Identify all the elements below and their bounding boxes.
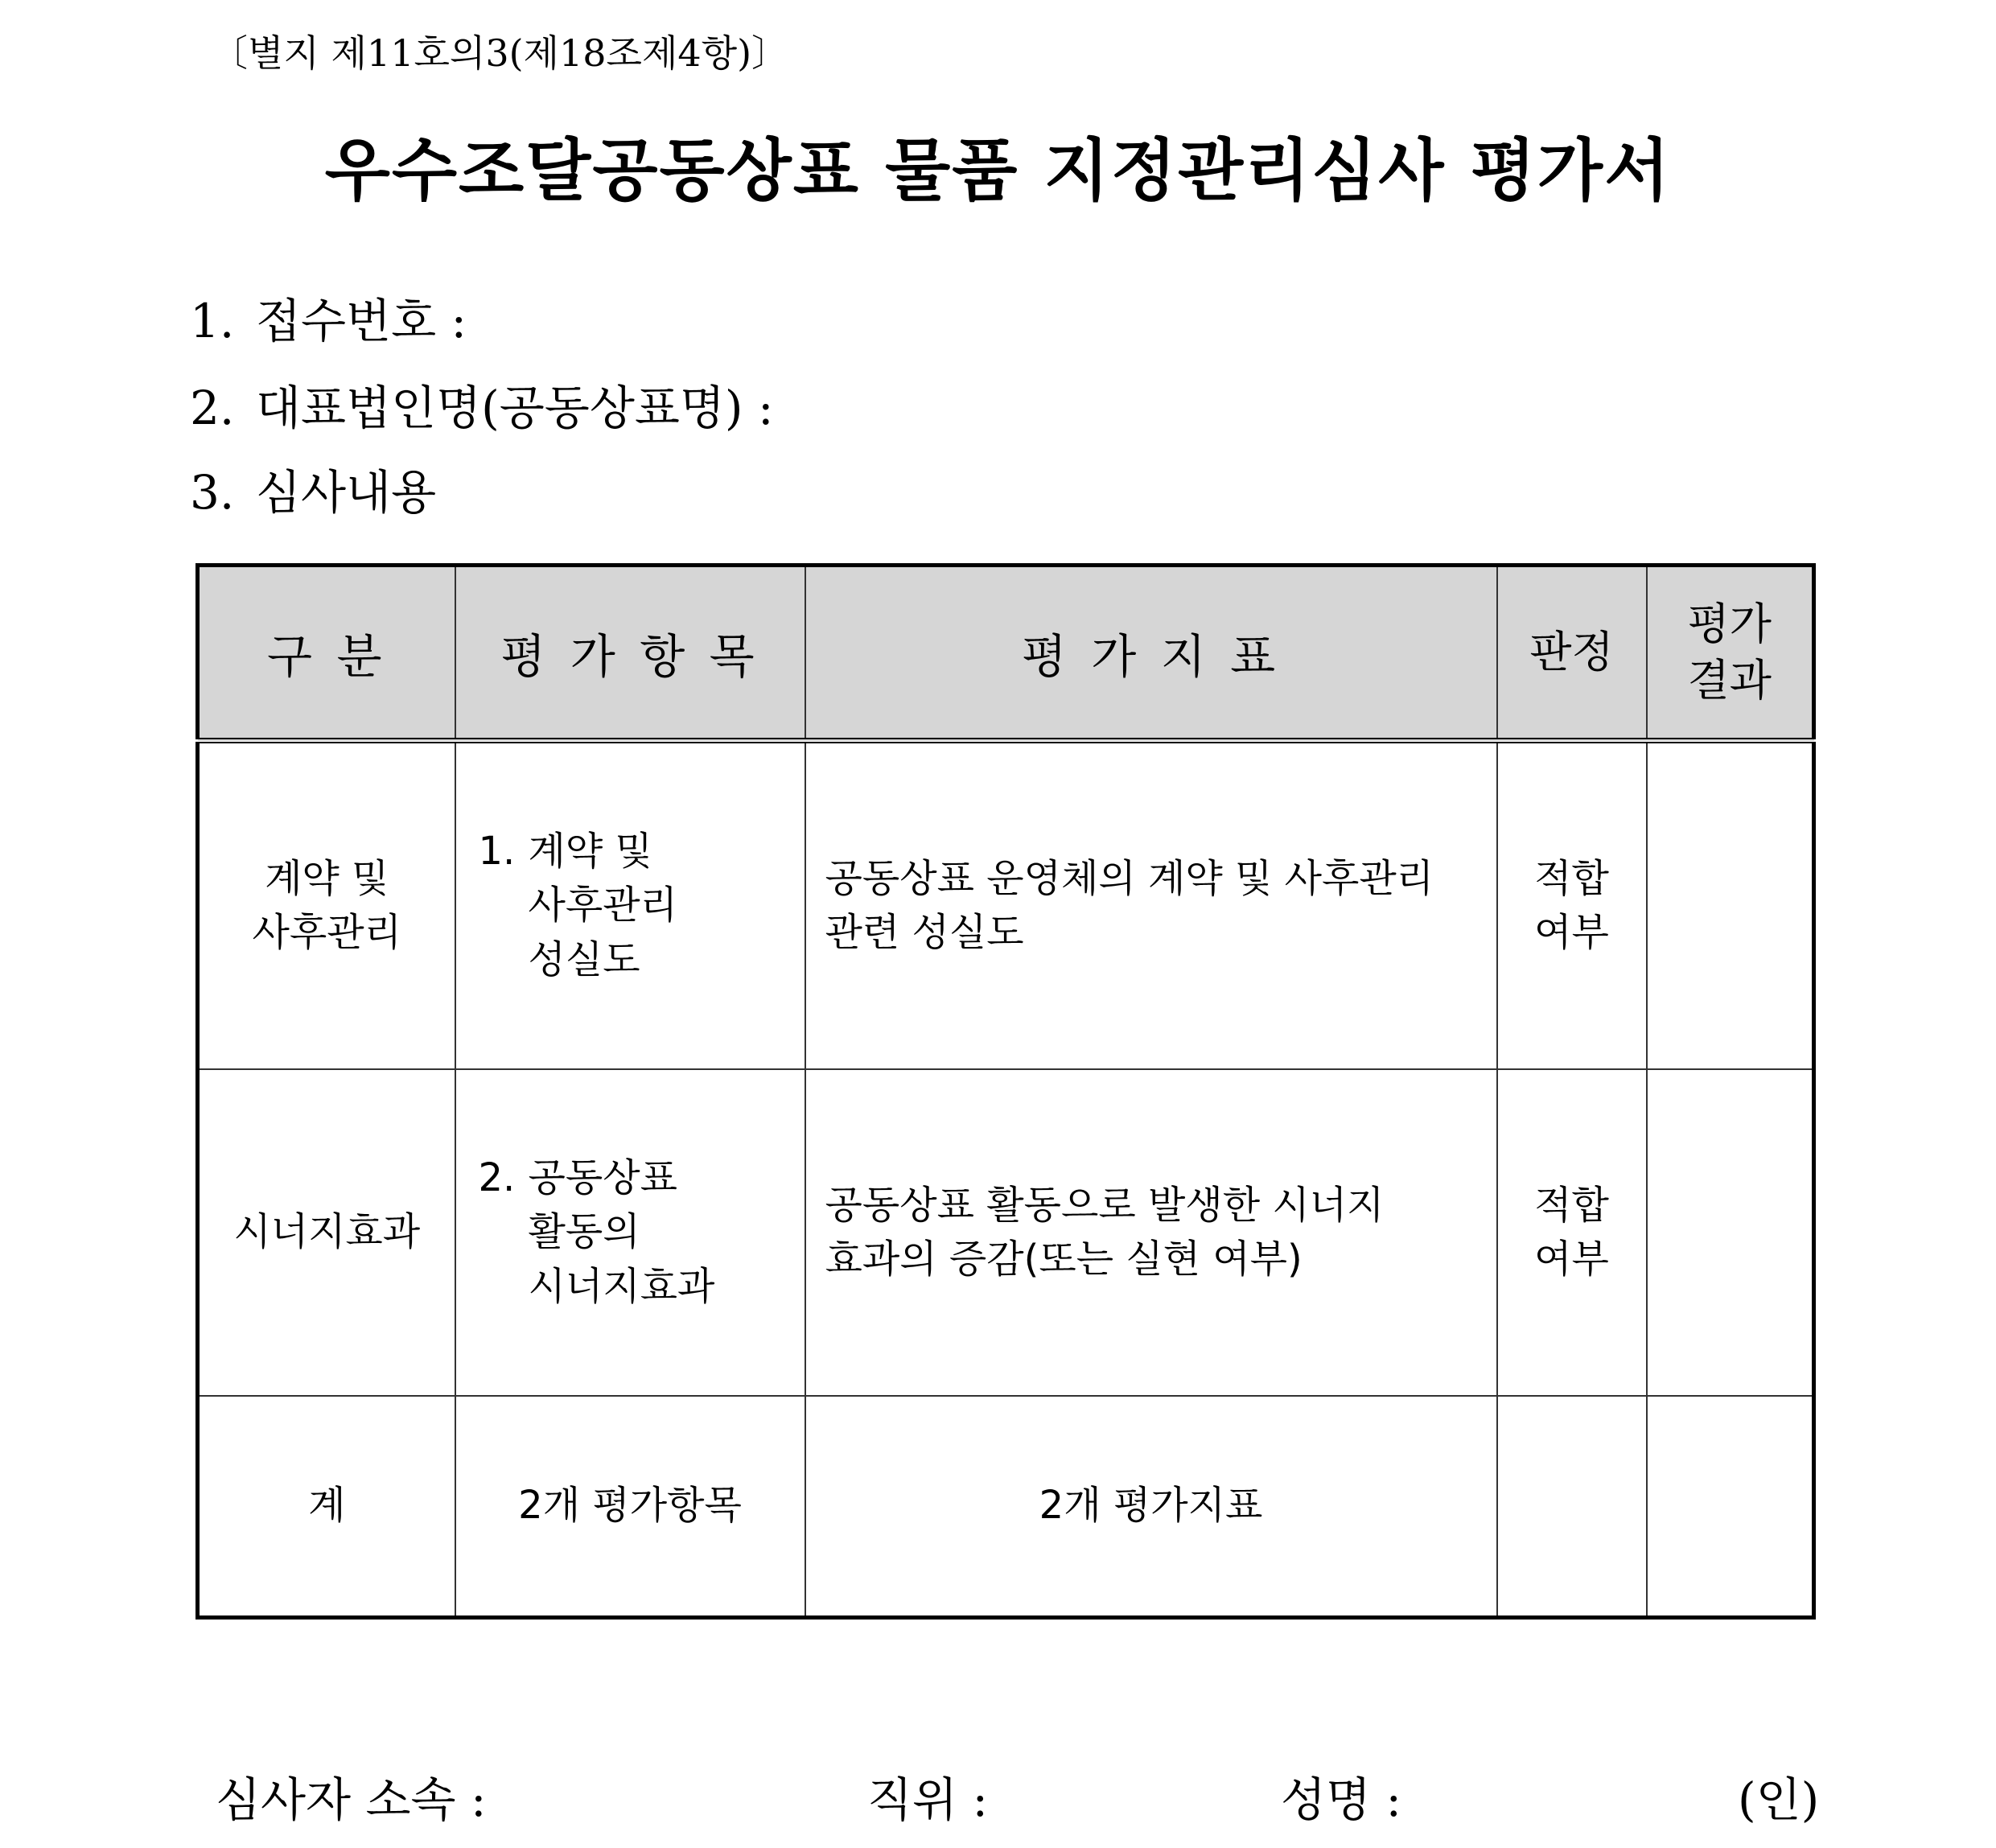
document-title: 우수조달공동상표 물품 지정관리심사 평가서: [324, 131, 1672, 210]
header-evaluation-result: [1647, 566, 1814, 741]
evaluation-table: [195, 563, 1816, 1620]
total-result-cell[interactable]: [1647, 1396, 1814, 1618]
total-index-cell: 2개 평가지표: [805, 1396, 1497, 1618]
reviewer-affiliation-label: 심사자 소속 :: [216, 1772, 487, 1827]
table-total-row: [198, 1396, 1814, 1618]
header-judgment: 판정: [1497, 566, 1647, 741]
table-row: [198, 741, 1814, 1070]
info-label: 심사내용: [256, 465, 437, 520]
evaluation-item-cell: [455, 741, 805, 1070]
info-label: 대표법인명(공동상표명) :: [256, 381, 774, 435]
item-number: 2.: [478, 1155, 516, 1201]
info-representative-corp: [190, 370, 774, 438]
header-evaluation-item: 평 가 항 목: [455, 566, 805, 741]
item-line: [479, 1151, 805, 1205]
item-number: 1.: [478, 829, 516, 875]
evaluation-index-cell: [805, 741, 1497, 1070]
total-category-cell: 계: [198, 1396, 455, 1618]
info-label: 접수번호 :: [256, 294, 467, 348]
index-line: 공동상표 활동으로 발생한 시너지: [825, 1182, 1385, 1228]
info-number: 1.: [190, 294, 235, 348]
table-header-row: [198, 566, 1814, 741]
reviewer-name-label: 성명 :: [1281, 1772, 1402, 1827]
reviewer-position-label: 직위 :: [867, 1772, 989, 1827]
info-number: 3.: [190, 465, 235, 520]
judgment-line: 여부: [1534, 910, 1609, 955]
total-item-cell: 2개 평가항목: [455, 1396, 805, 1618]
form-reference: 〔별지 제11호의3(제18조제4항)〕: [211, 31, 789, 75]
judgment-line: 여부: [1534, 1237, 1609, 1282]
item-line: [479, 825, 805, 879]
info-receipt-number: [190, 283, 467, 351]
result-cell[interactable]: [1647, 1069, 1814, 1396]
item-text: 성실도: [528, 936, 640, 982]
category-line: 계약 및: [265, 855, 389, 901]
category-line: 시너지효과: [233, 1209, 421, 1255]
judgment-line: 적합: [1534, 1182, 1609, 1228]
header-evaluation-index: 평 가 지 표: [805, 566, 1497, 741]
info-review-content: [190, 455, 436, 522]
table-row: [198, 1069, 1814, 1396]
evaluation-index-cell: [805, 1069, 1497, 1396]
info-number: 2.: [190, 381, 235, 435]
item-text: 활동의: [528, 1209, 640, 1255]
item-text: 사후관리: [528, 883, 677, 928]
item-text: 공동상표: [528, 1155, 677, 1201]
item-text: 시너지효과: [528, 1263, 715, 1309]
index-line: 공동상표 운영체의 계약 및 사후관리: [825, 855, 1434, 901]
item-text: 계약 및: [528, 829, 652, 875]
category-cell: [198, 741, 455, 1070]
index-line: 효과의 증감(또는 실현 여부): [825, 1237, 1303, 1282]
evaluation-item-cell: [455, 1069, 805, 1396]
result-cell[interactable]: [1647, 741, 1814, 1070]
header-result-line: 결과: [1687, 655, 1772, 706]
judgment-line: 적합: [1534, 855, 1609, 901]
judgment-cell: [1497, 1069, 1647, 1396]
index-line: 관련 성실도: [825, 910, 1024, 955]
category-cell: [198, 1069, 455, 1396]
header-result-line: 평가: [1687, 598, 1772, 649]
category-line: 사후관리: [252, 910, 401, 955]
seal-label: (인): [1738, 1772, 1820, 1827]
judgment-cell: [1497, 741, 1647, 1070]
total-judgment-cell[interactable]: [1497, 1396, 1647, 1618]
header-category: 구 분: [198, 566, 455, 741]
